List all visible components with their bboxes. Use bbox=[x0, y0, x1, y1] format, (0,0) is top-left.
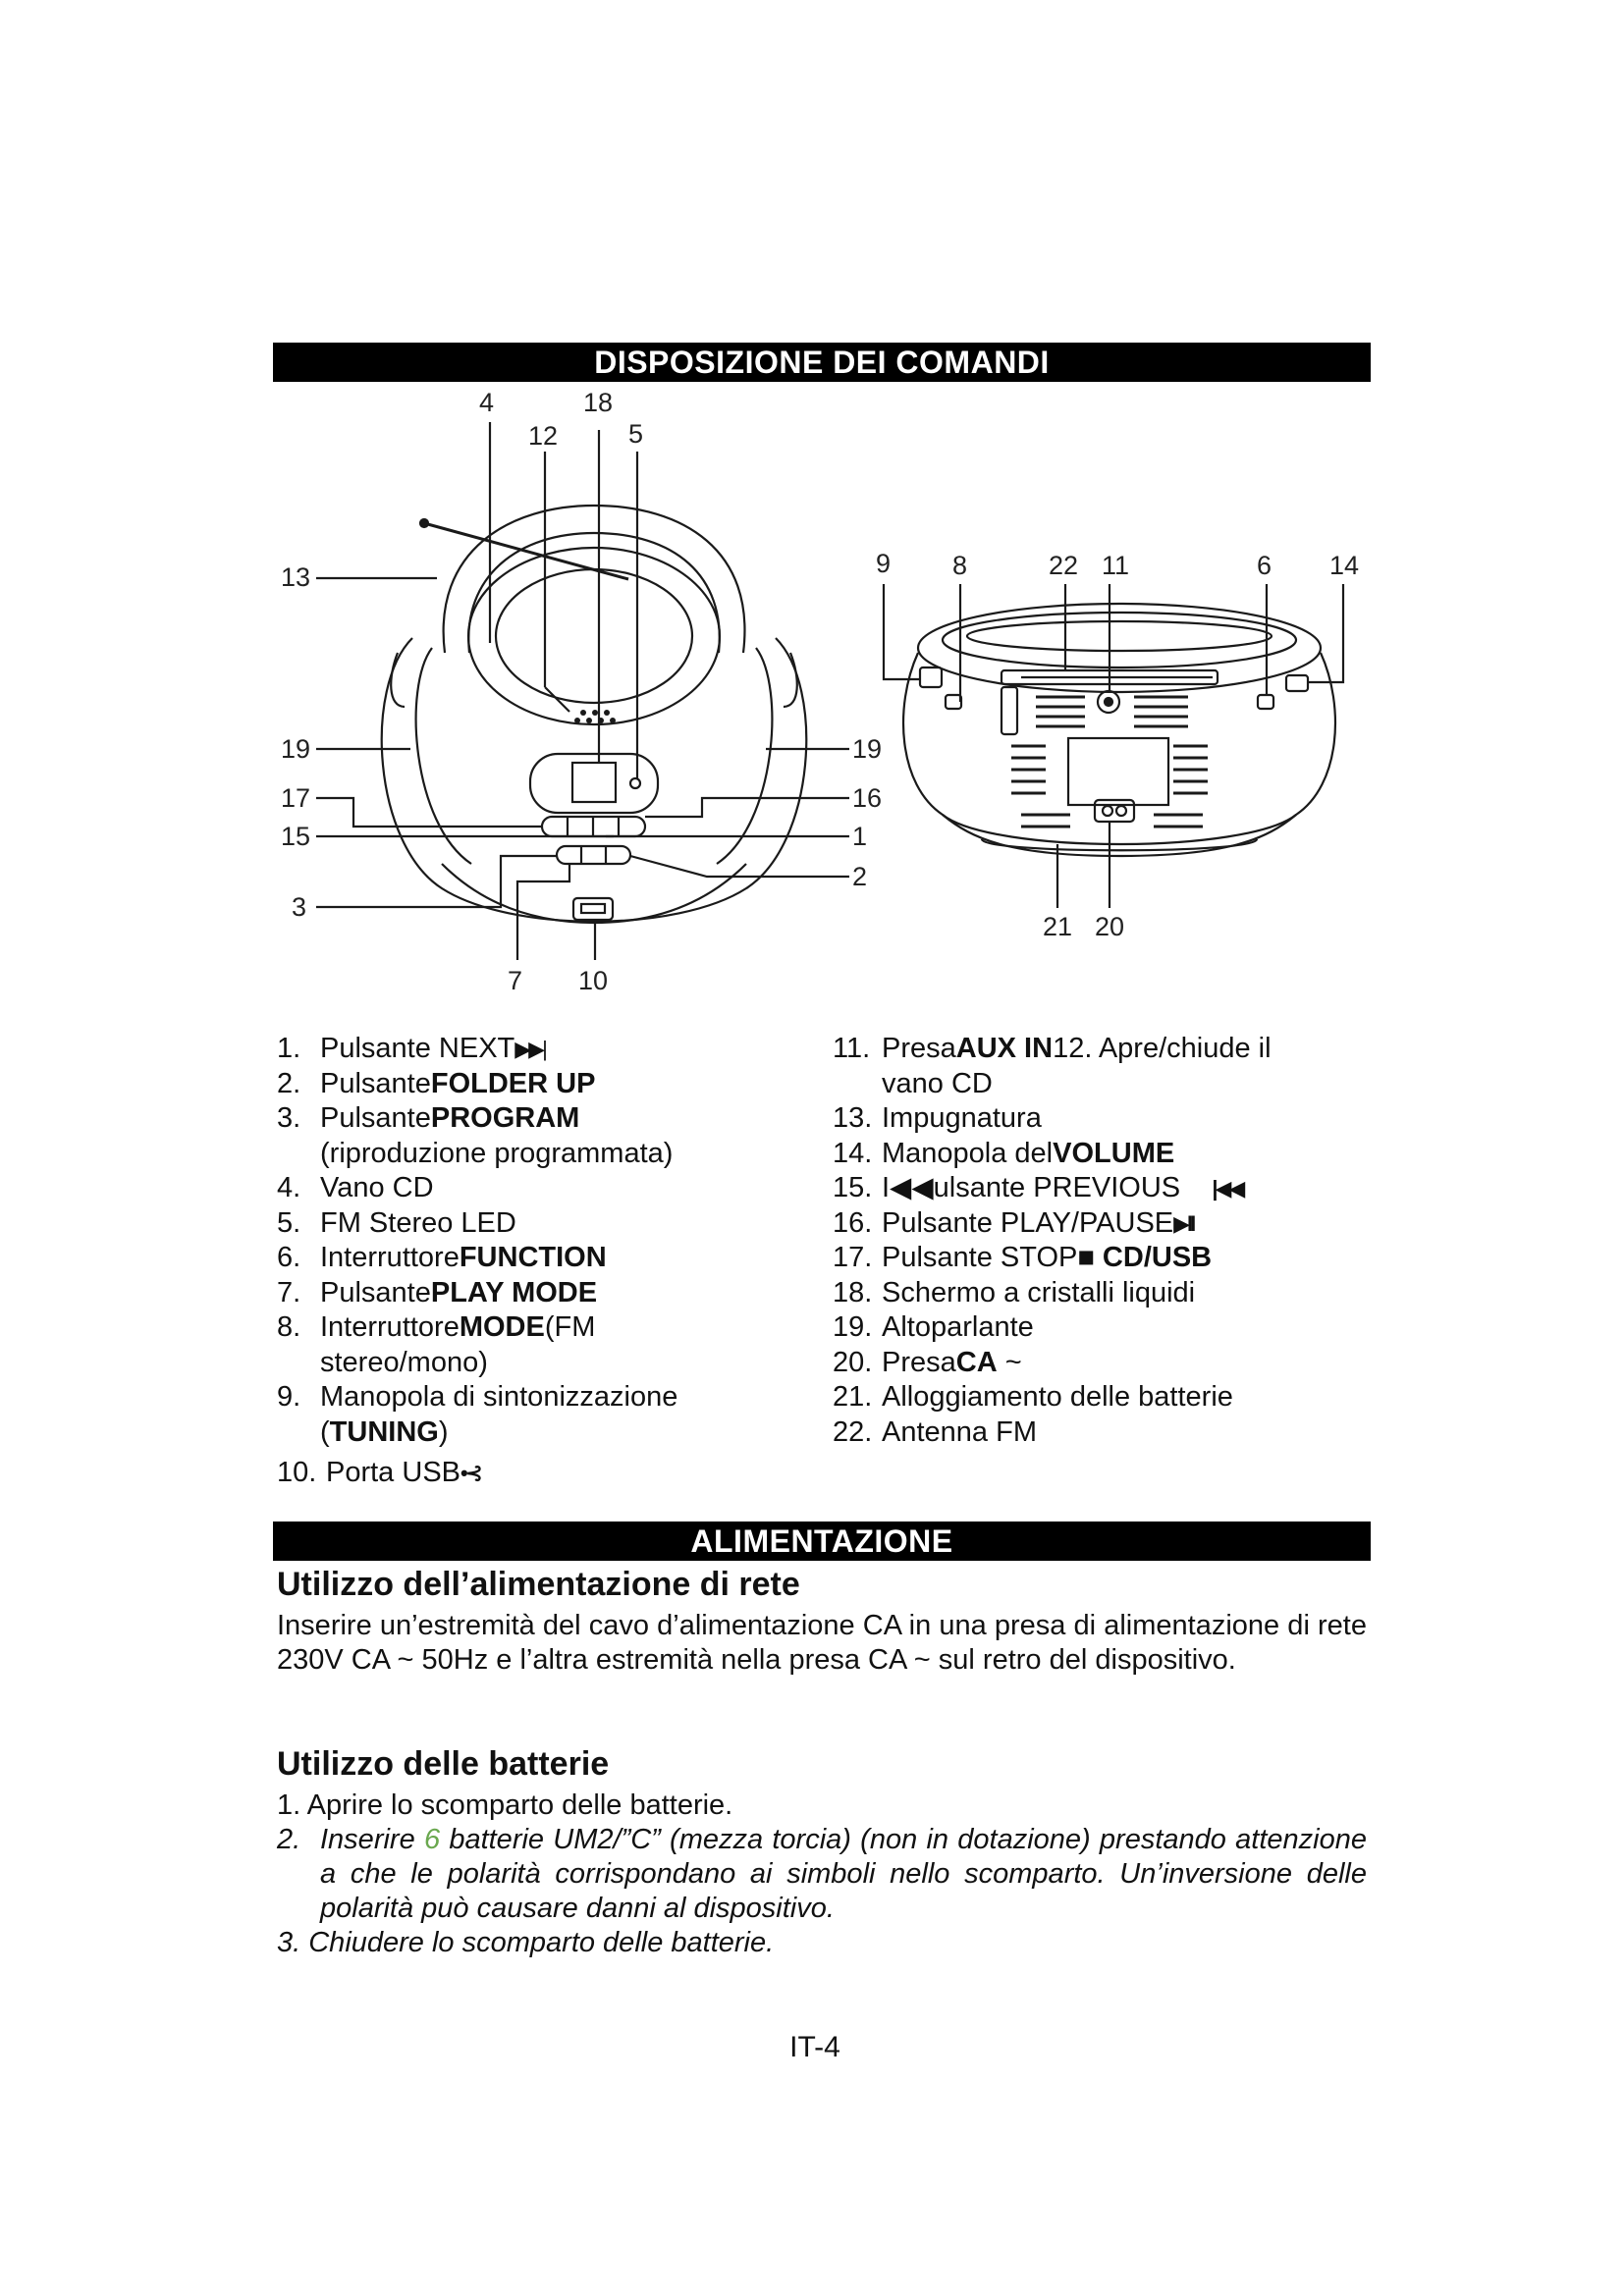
legend-item-10: 10. Porta USB •⊰ bbox=[277, 1456, 677, 1491]
callout-16: 16 bbox=[852, 783, 883, 813]
callout-17: 17 bbox=[281, 783, 311, 813]
legend-item-14: 14. Manopola del VOLUME bbox=[833, 1137, 1175, 1169]
callout-21: 21 bbox=[1043, 912, 1073, 941]
device-diagram bbox=[0, 0, 1624, 1001]
legend-item-16: 16. Pulsante PLAY/PAUSE ▶II bbox=[833, 1206, 1272, 1242]
legend-item-3: 3. Pulsante PROGRAM bbox=[277, 1102, 580, 1134]
next-icon: ▶▶| bbox=[514, 1037, 545, 1061]
callout-10: 10 bbox=[578, 966, 609, 995]
legend-item-9-cont: ( TUNING ) bbox=[320, 1415, 449, 1448]
legend-item-17: 17. Pulsante STOP ■ CD/USB bbox=[833, 1242, 1213, 1273]
legend-item-3-cont: (riproduzione programmata) bbox=[320, 1137, 674, 1169]
legend-item-11-cont: vano CD bbox=[882, 1067, 993, 1099]
legend-item-18: 18. Schermo a cristalli liquidi bbox=[833, 1276, 1196, 1308]
callout-14: 14 bbox=[1329, 551, 1360, 580]
battery-step-2: 2. Inserire 6 batterie UM2/”C” (mezza torcia) (non in dotazione) prestando attenzione a che le polarità corrispondano ai simboli nello scomparto. Un’inversione delle polarità può causare danni al dispositivo. bbox=[277, 1824, 1367, 1924]
callout-3: 3 bbox=[292, 892, 307, 922]
callout-13: 13 bbox=[281, 562, 311, 592]
legend-item-13: 13. Impugnatura bbox=[833, 1102, 1042, 1134]
callout-15: 15 bbox=[281, 822, 311, 851]
legend-item-22: 22. Antenna FM bbox=[833, 1415, 1037, 1448]
section-title-power: ALIMENTAZIONE bbox=[273, 1522, 1371, 1561]
legend-item-11: 11. Presa AUX IN 12. Apre/chiude il bbox=[833, 1033, 1272, 1064]
callout-12: 12 bbox=[528, 421, 559, 451]
callout-1: 1 bbox=[852, 822, 868, 851]
legend-item-8-cont: stereo/mono) bbox=[320, 1346, 488, 1378]
callout-19-left: 19 bbox=[281, 734, 311, 764]
legend-item-7: 7. Pulsante PLAY MODE bbox=[277, 1276, 598, 1308]
callout-18: 18 bbox=[583, 388, 614, 417]
callout-2: 2 bbox=[852, 862, 868, 891]
legend-item-8: 8. Interruttore MODE (FM bbox=[277, 1311, 596, 1343]
legend-item-19: 19. Altoparlante bbox=[833, 1311, 1034, 1343]
callout-20: 20 bbox=[1095, 912, 1125, 941]
callout-5: 5 bbox=[628, 419, 644, 449]
callout-22: 22 bbox=[1049, 551, 1079, 580]
mains-heading: Utilizzo dell’alimentazione di rete bbox=[277, 1566, 800, 1603]
section-title-controls: DISPOSIZIONE DEI COMANDI bbox=[273, 343, 1371, 382]
callout-8: 8 bbox=[952, 551, 968, 580]
callout-6: 6 bbox=[1257, 551, 1272, 580]
battery-heading: Utilizzo delle batterie bbox=[277, 1745, 610, 1783]
legend-right bbox=[833, 1032, 1272, 1450]
legend-item-21: 21. Alloggiamento delle batterie bbox=[833, 1381, 1233, 1413]
battery-count: 6 bbox=[423, 1824, 441, 1855]
previous-icon: |◀◀ bbox=[1212, 1176, 1243, 1201]
callout-4: 4 bbox=[479, 388, 495, 417]
battery-step-3: 3. Chiudere lo scomparto delle batterie. bbox=[277, 1927, 775, 1958]
legend-item-5: 5. FM Stereo LED bbox=[277, 1206, 516, 1239]
callout-7: 7 bbox=[508, 966, 523, 995]
legend-item-9: 9. Manopola di sintonizzazione bbox=[277, 1381, 678, 1413]
battery-step-1: 1. Aprire lo scomparto delle batterie. bbox=[277, 1789, 733, 1821]
callout-11: 11 bbox=[1102, 551, 1130, 580]
mains-text: Inserire un’estremità del cavo d’alimentazione CA in una presa di alimentazione di rete 230V CA ~ 50Hz e l’altra estremità nella presa CA ~ sul retro del dispositivo. bbox=[277, 1610, 1367, 1676]
page-number: IT-4 bbox=[789, 2031, 840, 2063]
legend-item-2: 2. Pulsante FOLDER UP bbox=[277, 1067, 596, 1099]
callout-9: 9 bbox=[876, 549, 892, 578]
play-pause-icon: ▶II bbox=[1173, 1210, 1194, 1236]
legend-left bbox=[277, 1032, 677, 1491]
usb-icon: •⊰ bbox=[460, 1461, 481, 1485]
legend-item-1: 1. Pulsante NEXT ▶▶| bbox=[277, 1032, 677, 1067]
legend-item-4: 4. Vano CD bbox=[277, 1172, 434, 1203]
legend-item-20: 20. Presa CA ~ bbox=[833, 1346, 1022, 1378]
legend-item-15: 15. I◀◀ulsante PREVIOUS |◀◀ bbox=[833, 1171, 1272, 1206]
legend-item-6: 6. Interruttore FUNCTION bbox=[277, 1242, 607, 1273]
callout-19-right: 19 bbox=[852, 734, 883, 764]
